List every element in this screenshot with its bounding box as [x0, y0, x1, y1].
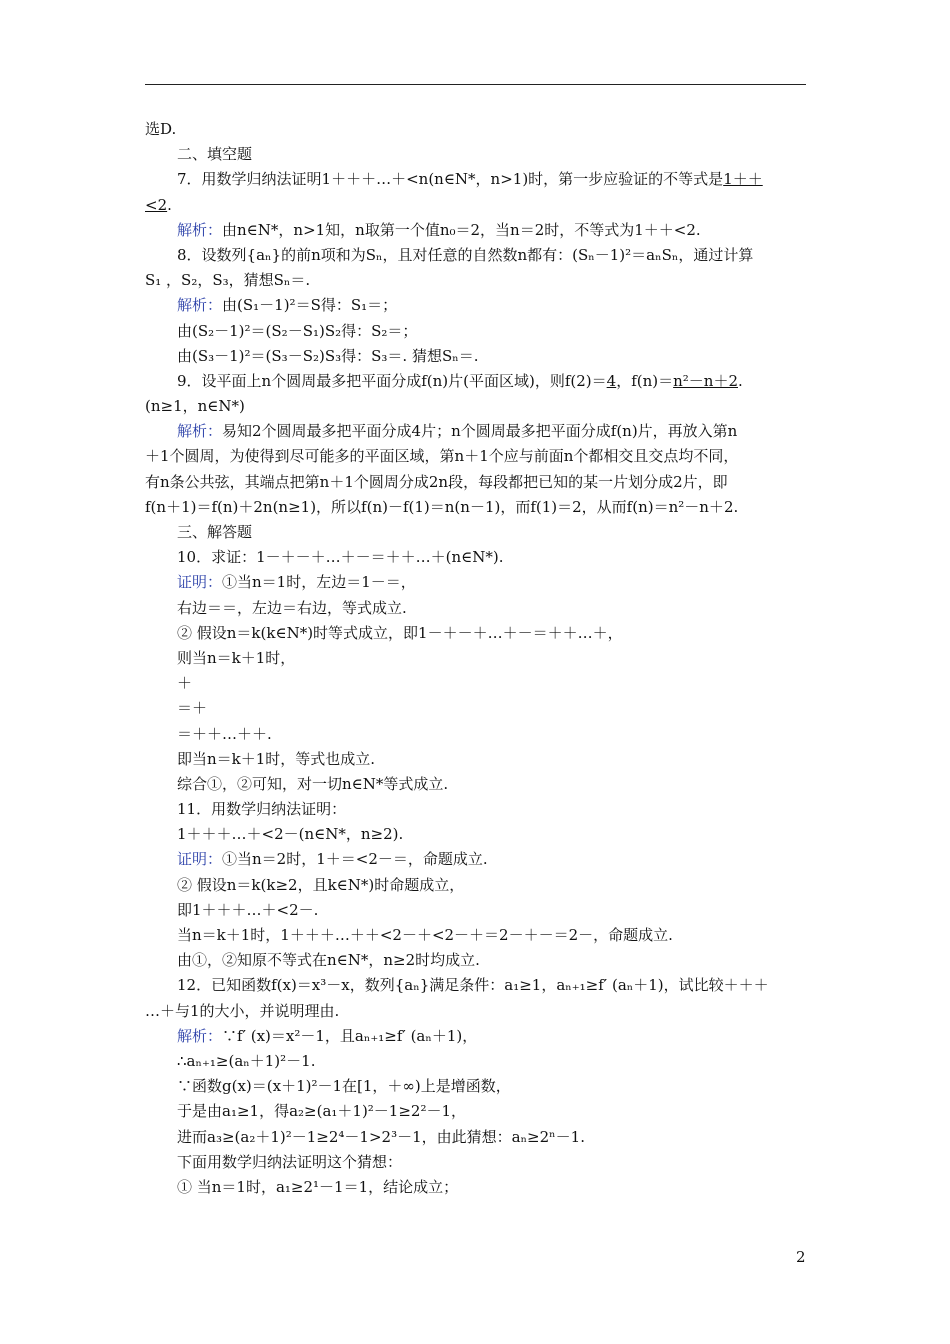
line-text: 由n∈N*，n>1知，n取第一个值n₀＝2，当n＝2时，不等式为1＋＋<2.: [222, 220, 701, 239]
solution-label: 证明：: [177, 573, 223, 592]
line-text: 由①，②知原不等式在n∈N*，n≥2时均成立.: [177, 951, 480, 970]
line-text: 易知2个圆周最多把平面分成4片；n个圆周最多把平面分成f(n)片，再放入第n: [222, 422, 738, 441]
line-text: ∵函数g(x)＝(x＋1)²－1在[1，＋∞)上是增函数，: [177, 1077, 511, 1096]
text-line: [145, 671, 806, 696]
line-text: 由(S₁－1)²＝S得：S₁＝；: [222, 296, 398, 315]
text-line: [145, 444, 806, 469]
line-text: 10．求证：1－＋－＋…＋－＝＋＋…＋(n∈N*).: [177, 548, 504, 567]
text-line: [145, 1074, 806, 1099]
text-line: [145, 193, 806, 218]
line-text: f(n＋1)＝f(n)＋2n(n≥1)，所以f(n)－f(1)＝n(n－1)，而f(1)＝2，从而f(n)＝n²－n＋2.: [145, 497, 739, 516]
line-text: ＝＋: [177, 699, 208, 718]
line-text: ① 当n＝1时，a₁≥2¹－1＝1，结论成立；: [177, 1177, 459, 1196]
line-text: 三、解答题: [177, 523, 253, 541]
line-text: 综合①，②可知，对一切n∈N*等式成立.: [177, 774, 449, 793]
answer-blank: 1＋＋: [723, 170, 763, 189]
text-line: [145, 847, 806, 872]
text-line: [145, 1125, 806, 1150]
line-text: 9．设平面上n个圆周最多把平面分成f(n)片(平面区域)，则f(2)＝: [177, 371, 607, 390]
text-line: [145, 898, 806, 923]
line-text: 于是由a₁≥1，得a₂≥(a₁＋1)²－1≥2²－1，: [177, 1102, 467, 1121]
text-line: [145, 419, 806, 444]
text-line: [145, 293, 806, 318]
text-line: [145, 747, 806, 772]
text-line: [145, 117, 806, 142]
text-line: [145, 596, 806, 621]
line-text: 则当n＝k＋1时，: [177, 648, 296, 667]
solution-label: 解析：: [177, 220, 223, 239]
line-text: ①当n＝1时，左边＝1－＝，: [222, 573, 416, 592]
line-text: 有n条公共弦，其端点把第n＋1个圆周分成2n段，每段都把已知的某一片划分成2片，即: [145, 472, 728, 491]
text-line: [145, 722, 806, 747]
answer-blank: <2: [145, 195, 168, 214]
text-line: [145, 243, 806, 268]
text-line: [145, 948, 806, 973]
document-body: [145, 117, 806, 1200]
text-line: [145, 545, 806, 570]
line-text: 选D.: [145, 120, 177, 138]
line-text: ② 假设n＝k(k∈N*)时等式成立，即1－＋－＋…＋－＝＋＋…＋，: [177, 623, 623, 642]
line-text: 进而a₃≥(a₂＋1)²－1≥2⁴－1>2³－1，由此猜想：aₙ≥2ⁿ－1.: [177, 1127, 585, 1146]
line-text: 1＋＋＋…＋<2－(n∈N*，n≥2).: [177, 825, 404, 844]
solution-label: 解析：: [177, 1026, 223, 1045]
line-text: 当n＝k＋1时，1＋＋＋…＋＋<2－＋<2－＋＝2－＋－＝2－，命题成立.: [177, 926, 673, 944]
solution-label: 解析：: [177, 422, 223, 441]
text-line: [145, 570, 806, 595]
line-text: ①当n＝2时，1＋＝<2－＝，命题成立.: [222, 850, 488, 869]
line-text: 二、填空题: [177, 145, 253, 164]
line-text: ∴aₙ₊₁≥(aₙ＋1)²－1.: [177, 1051, 316, 1070]
text-line: [145, 873, 806, 898]
text-line: [145, 142, 806, 167]
line-text: 由(S₂－1)²＝(S₂－S₁)S₂得：S₂＝；: [177, 321, 418, 340]
text-line: [145, 822, 806, 847]
text-line: [145, 218, 806, 243]
text-line: [145, 797, 806, 822]
header-rule: [145, 84, 806, 85]
line-text: 由(S₃－1)²＝(S₃－S₂)S₃得：S₃＝. 猜想Sₙ＝.: [177, 346, 479, 365]
line-text: 11．用数学归纳法证明：: [177, 800, 347, 819]
text-line: [145, 1049, 806, 1074]
line-text: S₁ ，S₂，S₃，猜想Sₙ＝.: [145, 271, 311, 290]
line-text: ，f(n)＝: [616, 371, 674, 390]
line-text: ＋1个圆周，为使得到尽可能多的平面区域，第n＋1个应与前面n个都相交且交点均不同，: [145, 447, 739, 466]
text-line: [145, 923, 806, 948]
line-text: (n≥1，n∈N*): [145, 397, 245, 416]
text-line: [145, 268, 806, 293]
text-line: [145, 495, 806, 520]
text-line: [145, 167, 806, 192]
text-line: [145, 344, 806, 369]
solution-label: 解析：: [177, 296, 223, 315]
line-text: .: [167, 195, 172, 214]
solution-label: 证明：: [177, 850, 223, 869]
line-text: ＋: [177, 674, 193, 693]
text-line: [145, 973, 806, 998]
line-text: 7．用数学归纳法证明1＋＋＋…＋<n(n∈N*，n>1)时，第一步应验证的不等式是: [177, 170, 724, 189]
text-line: [145, 999, 806, 1024]
text-line: [145, 369, 806, 394]
line-text: ∵f′ (x)＝x²－1，且aₙ₊₁≥f′ (aₙ＋1)，: [222, 1026, 478, 1045]
text-line: [145, 394, 806, 419]
line-text: 8．设数列{aₙ}的前n项和为Sₙ，且对任意的自然数n都有：(Sₙ－1)²＝aₙSₙ，通过计算: [177, 245, 754, 264]
page-number: 2: [796, 1248, 806, 1266]
text-line: [145, 621, 806, 646]
text-line: [145, 1150, 806, 1175]
text-line: [145, 319, 806, 344]
text-line: [145, 470, 806, 495]
line-text: 即1＋＋＋…＋<2－.: [177, 900, 319, 919]
line-text: 下面用数学归纳法证明这个猜想：: [177, 1152, 403, 1171]
line-text: .: [738, 371, 743, 390]
text-line: [145, 772, 806, 797]
text-line: [145, 1024, 806, 1049]
answer-blank: 4: [606, 371, 617, 390]
line-text: 右边＝＝，左边＝右边，等式成立.: [177, 598, 407, 617]
line-text: ＝＋＋…＋＋.: [177, 724, 272, 743]
answer-blank: n²－n＋2: [673, 371, 738, 390]
text-line: [145, 646, 806, 671]
text-line: [145, 1099, 806, 1124]
text-line: [145, 1175, 806, 1200]
line-text: …＋与1的大小，并说明理由.: [145, 1001, 340, 1020]
text-line: [145, 520, 806, 545]
line-text: ② 假设n＝k(k≥2，且k∈N*)时命题成立，: [177, 875, 465, 894]
line-text: 即当n＝k＋1时，等式也成立.: [177, 749, 376, 768]
text-line: [145, 696, 806, 721]
line-text: 12．已知函数f(x)＝x³－x，数列{aₙ}满足条件：a₁≥1，aₙ₊₁≥f′ (aₙ＋1)，试比较＋＋＋: [177, 976, 769, 995]
